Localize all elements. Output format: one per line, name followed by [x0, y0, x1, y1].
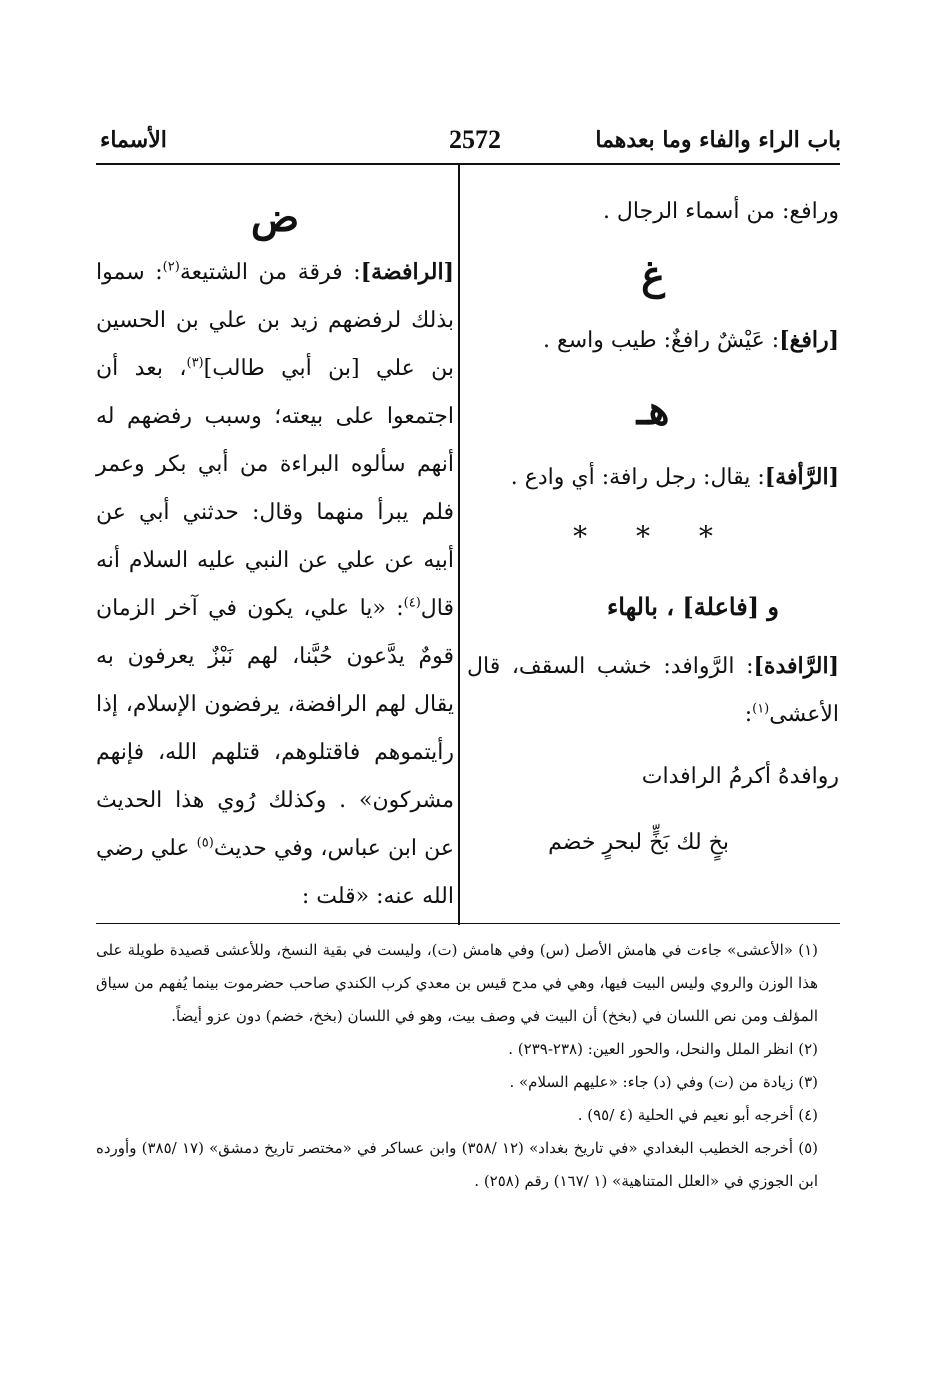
letter-heading-dad: ض — [250, 194, 300, 241]
entry-rafida-sect-headword: [الرافضة] — [360, 259, 454, 285]
letter-heading-ghain: غ — [641, 252, 665, 299]
verse-hemistich-1: روافدهُ أكرمُ الرافدات — [641, 764, 839, 789]
entry-raafa-definition: : يقال: رجل رافة: أي وادع . — [510, 465, 765, 490]
verse-hemistich-2: بخٍ لك بَخٍّ لبحرٍ خضم — [548, 830, 729, 855]
entry-rafida — [467, 642, 839, 739]
running-header-chapter: باب الراء والفاء وما بعدهما — [595, 127, 841, 153]
entry-text-part-d: : «يا علي، يكون في آخر الزمان قومٌ يدَّعون حُبَّنا، لهم نَبْزٌ يعرفون به يقال لهم الرافضة، يرفضون الإسلام، إذا رأيتموهم فاقتلوهم، قتلهم الله، فإنهم مشركون» . وكذلك رُوي هذا الحديث عن ابن عباس، وفي حديث — [96, 596, 454, 861]
column-divider — [458, 165, 460, 925]
entry-rafida-definition: : الرَّوافد: خشب السقف، قال الأعشى — [467, 654, 839, 727]
footnote-rule — [96, 923, 840, 924]
entry-text-part-c: ، بعد أن اجتمعوا على بيعته؛ وسبب رفضهم له أنهم سألوه البراءة من أبي بكر وعمر فلم يبرأ منهما وقال: حدثني أبي عن أبيه عن علي عن النبي عليه السلام أنه قال — [96, 356, 454, 621]
right-column — [467, 188, 839, 867]
footnote-3: (٣) زيادة من (ت) وفي (د) جاء: «عليهم السلام» . — [509, 1073, 818, 1091]
footnote-ref-4: (٤) — [403, 595, 421, 611]
entry-raafa-headword: [الرَّأفة] — [764, 464, 839, 490]
footnote-ref-1: (١) — [752, 701, 770, 717]
left-column — [96, 188, 454, 921]
footnotes — [96, 934, 818, 1198]
page-number: 2572 — [449, 125, 501, 154]
entry-rafida-headword: [الرَّافدة] — [753, 653, 839, 679]
section-separator-stars: * * * — [573, 520, 733, 553]
footnote-1: (١) «الأعشى» جاءت في هامش الأصل (س) وفي هامش (ت)، وليست في بقية النسخ، وللأعشى قصيدة طويلة على هذا الوزن والروي وليس البيت فيها، وهي في مدح قيس بن معدي كرب الكندي صاحب حضرموت بينما يُفهم من سياق المؤلف ومن نص اللسان في (بخخ) أن البيت في وصف بيت، وهو في اللسان (بخخ، خضم) دون عزو أيضاً. — [96, 941, 818, 1025]
entry-rafida-colon: : — [744, 702, 753, 727]
footnote-ref-5: (٥) — [196, 835, 214, 851]
footnote-2: (٢) انظر الملل والنحل، والحور العين: (٢٣٨-٢٣٩) . — [508, 1040, 818, 1058]
entry-rafigh-headword: [رافغ] — [779, 327, 839, 353]
footnote-ref-2: (٢) — [162, 259, 180, 275]
letter-heading-ha: هـ — [636, 387, 670, 434]
subsection-heading: و [فاعلة] ، بالهاء — [607, 592, 779, 621]
entry-rafigh — [467, 316, 839, 365]
running-header-section: الأسماء — [100, 127, 167, 153]
entry-text-part-a: : فرقة من الشتيعة — [179, 260, 361, 285]
entry-text-part-e: علي رضي الله عنه: «قلت : — [96, 836, 454, 909]
header-rule — [96, 163, 840, 165]
footnote-5: (٥) أخرجه الخطيب البغدادي «في تاريخ بغداد» (١٢ /٣٥٨) وابن عساكر في «مختصر تاريخ دمشق» (١٧ /٣٨٥) وأورده ابن الجوزي في «العلل المتناهية» (١ /١٦٧) رقم (٢٥٨) . — [96, 1139, 819, 1190]
footnote-4: (٤) أخرجه أبو نعيم في الحلية (٤ /٩٥) . — [577, 1106, 818, 1124]
entry-raafa — [467, 453, 839, 502]
entry-rafida-sect — [96, 248, 454, 921]
entry-rafigh-definition: : عَيْشٌ رافغٌ: طيب واسع . — [543, 328, 780, 353]
entry-warafi: ورافع: من أسماء الرجال . — [602, 199, 839, 224]
entry-text-part-b: : سموا بذلك لرفضهم زيد بن علي بن الحسين بن علي [بن أبي طالب] — [96, 260, 455, 381]
footnote-ref-3: (٣) — [186, 355, 204, 371]
